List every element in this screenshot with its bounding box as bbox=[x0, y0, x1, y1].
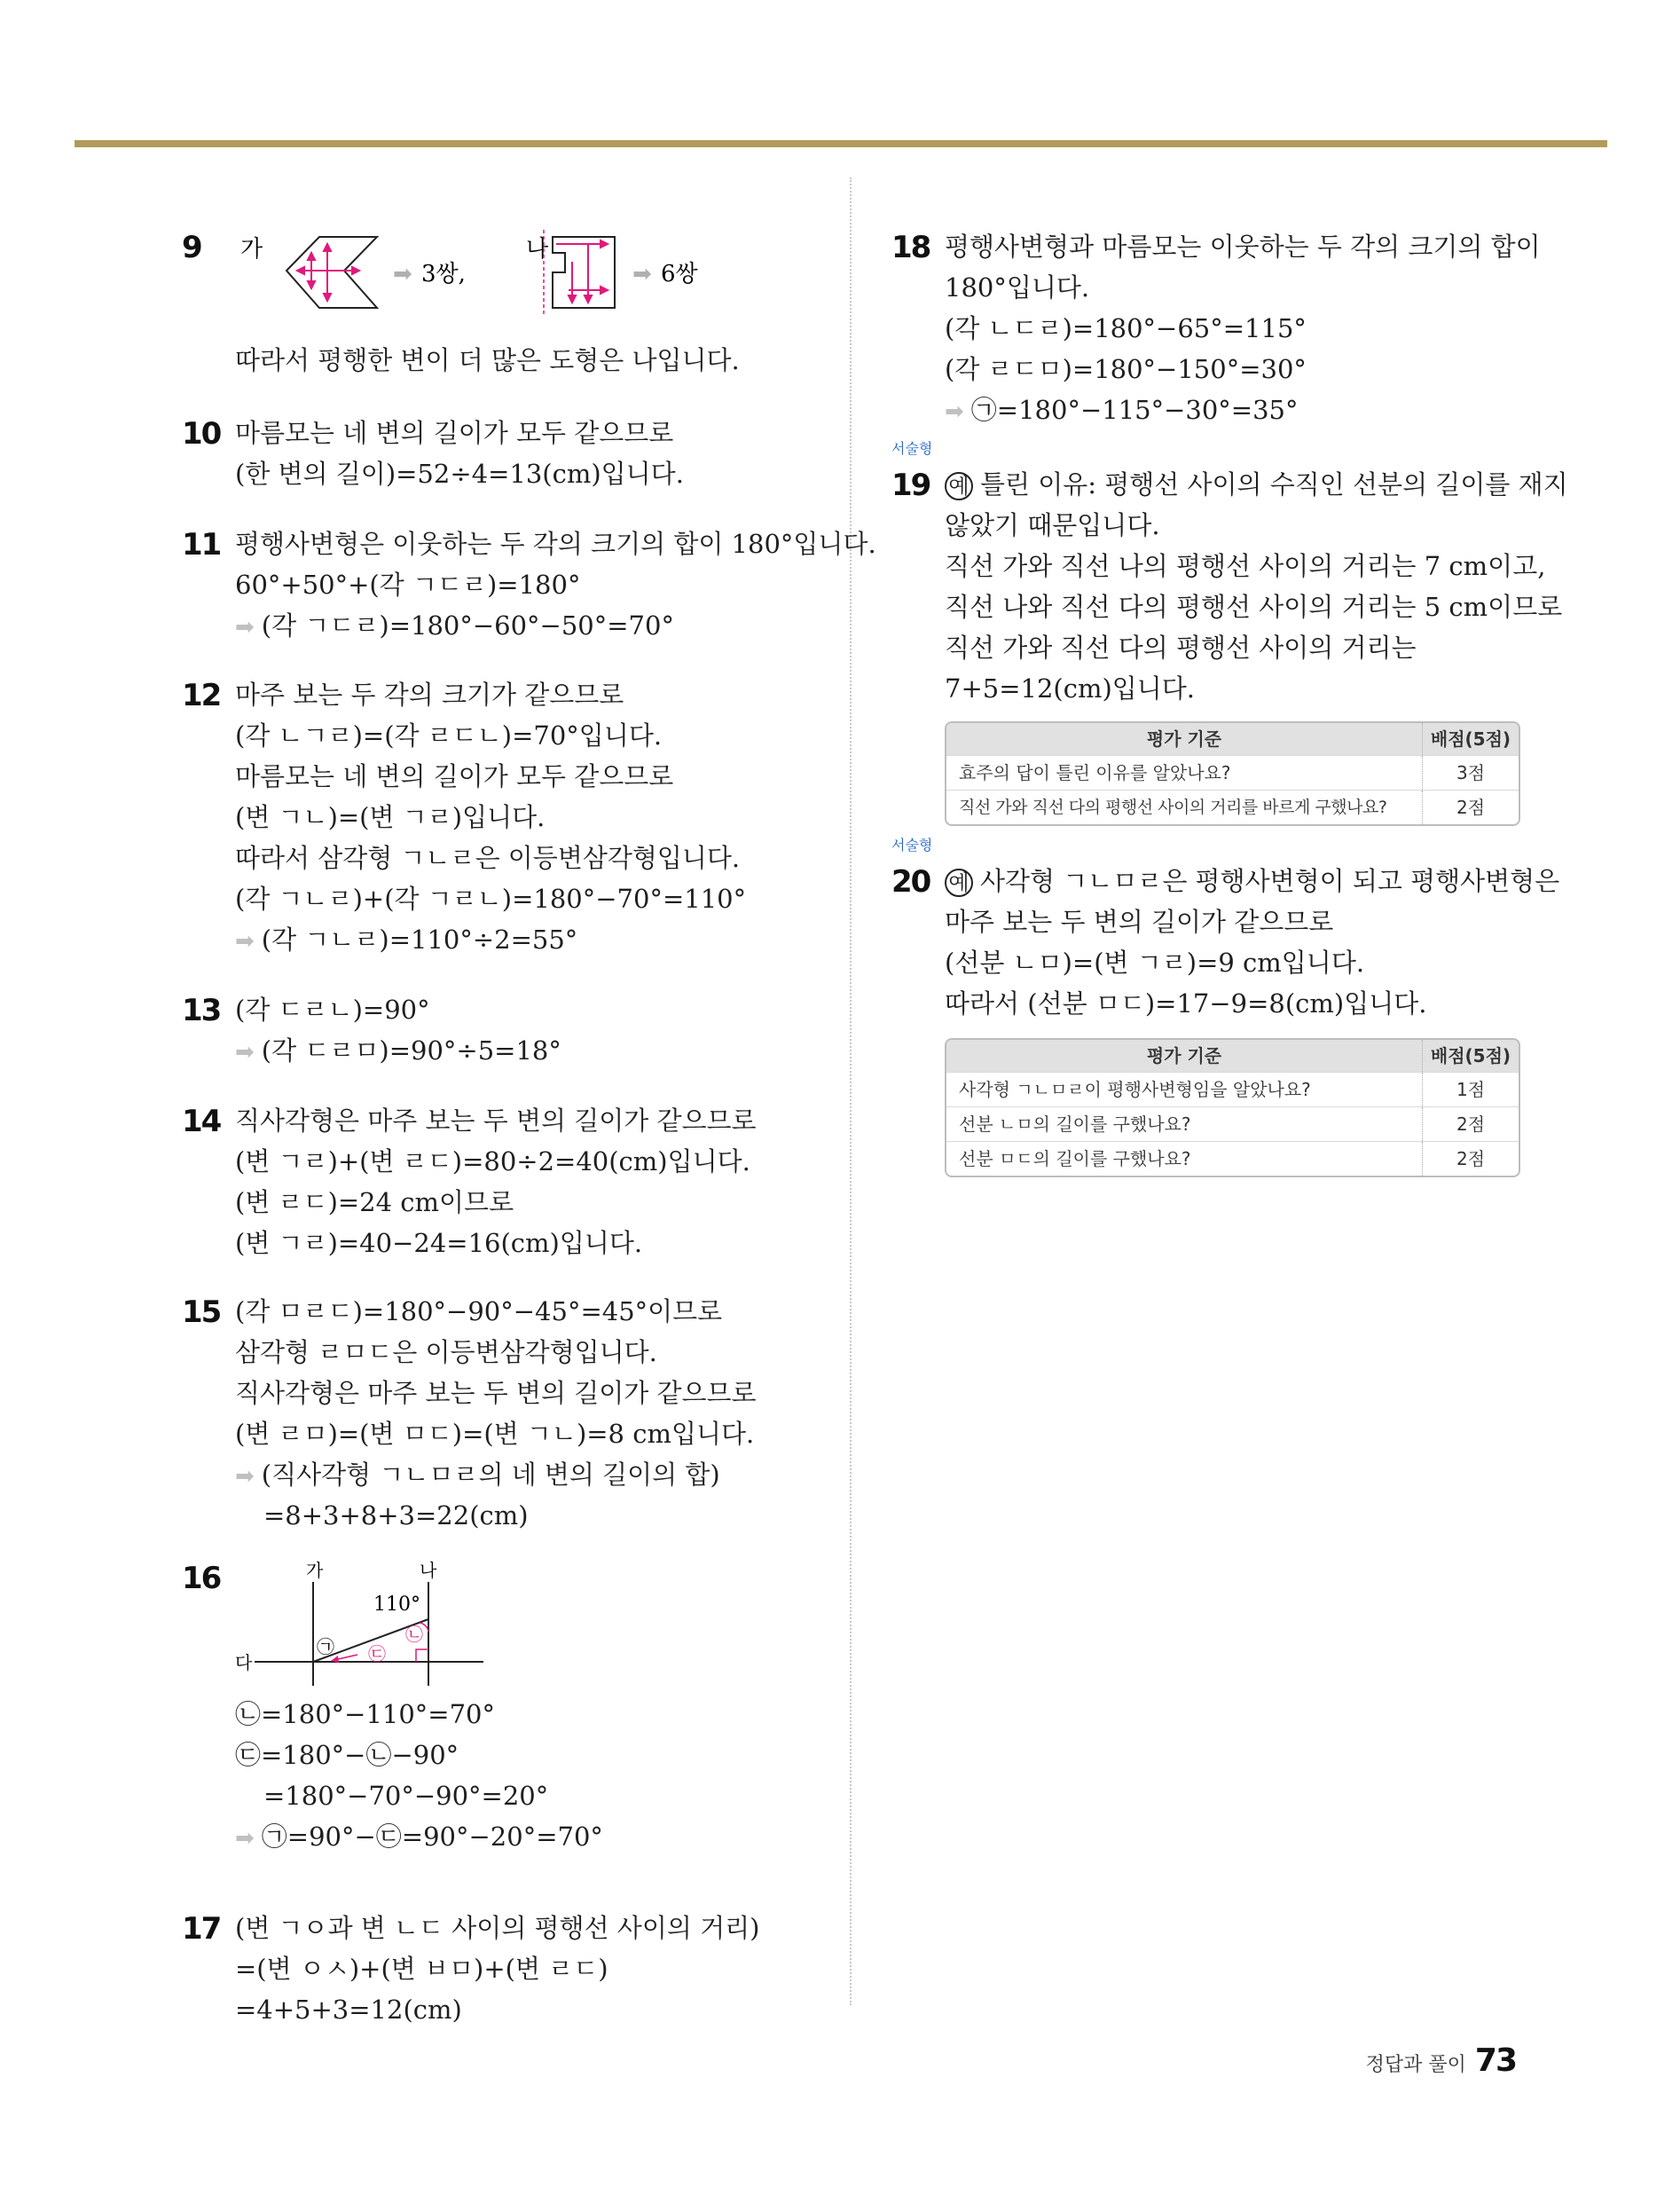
solution-line: (각 ㄱㄴㄹ)+(각 ㄱㄹㄴ)=180°−70°=110° bbox=[235, 884, 747, 914]
rubric-row: 선분 ㅁㄷ의 길이를 구했나요? 2점 bbox=[946, 1141, 1519, 1176]
solution-line: (변 ㄹㅁ)=(변 ㅁㄷ)=(변 ㄱㄴ)=8 cm입니다. bbox=[235, 1419, 755, 1449]
solution-line: 마주 보는 두 변의 길이가 같으므로 bbox=[945, 907, 1334, 937]
solution-line: 평행사변형과 마름모는 이웃하는 두 각의 크기의 합이 bbox=[945, 232, 1541, 262]
arrow-icon: ➡ bbox=[235, 1825, 255, 1852]
rubric-header-criteria: 평가 기준 bbox=[1146, 728, 1222, 750]
rubric-row: 사각형 ㄱㄴㅁㄹ이 평행사변형임을 알았나요? 1점 bbox=[946, 1072, 1519, 1106]
circle-label-b: ㉡ bbox=[405, 1624, 423, 1645]
arrow-icon: ➡ bbox=[393, 261, 412, 287]
solution-line: =180°−70°−90°=20° bbox=[263, 1781, 549, 1811]
solution-line: 사각형 ㄱㄴㅁㄹ은 평행사변형이 되고 평행사변형은 bbox=[980, 866, 1560, 896]
figure-label-na: 나 bbox=[420, 1560, 437, 1581]
solution-line: 직선 가와 직선 나의 평행선 사이의 거리는 7 cm이고, bbox=[945, 551, 1546, 581]
solution-line: 직선 나와 직선 다의 평행선 사이의 거리는 5 cm이므로 bbox=[945, 592, 1563, 622]
figure-result-1: 3쌍, bbox=[421, 261, 466, 287]
figure-label-ga: 가 bbox=[240, 236, 263, 263]
solution-line: 따라서 (선분 ㅁㄷ)=17−9=8(cm)입니다. bbox=[945, 988, 1427, 1019]
solution-line: 않았기 때문입니다. bbox=[945, 510, 1160, 540]
scoring-rubric bbox=[945, 1038, 1520, 1177]
rubric-header-points: 배점(5점) bbox=[1422, 723, 1519, 755]
essay-type-tag: 서술형 bbox=[891, 440, 933, 457]
solution-line: ㉠=90°−㉢=90°−20°=70° bbox=[261, 1822, 603, 1852]
figure-label-na: 나 bbox=[526, 236, 549, 263]
scoring-rubric bbox=[945, 721, 1520, 826]
solution-line: (각 ㄷㄹㅁ)=90°÷5=18° bbox=[261, 1035, 561, 1066]
solution-line: 180°입니다. bbox=[945, 272, 1090, 303]
solution-line: (변 ㄱㄴ)=(변 ㄱㄹ)입니다. bbox=[235, 802, 546, 832]
solution-line: (선분 ㄴㅁ)=(변 ㄱㄹ)=9 cm입니다. bbox=[945, 948, 1365, 978]
solution-line: 틀린 이유: 평행선 사이의 수직인 선분의 길이를 재지 bbox=[980, 469, 1568, 500]
essay-type-tag: 서술형 bbox=[891, 837, 933, 854]
circle-label-c: ㉢ bbox=[368, 1643, 386, 1664]
solution-line: (변 ㄱㄹ)+(변 ㄹㄷ)=80÷2=40(cm)입니다. bbox=[235, 1146, 750, 1176]
problem-number: 17 bbox=[182, 1911, 221, 1947]
example-mark-icon: 예 bbox=[945, 869, 973, 897]
solution-line: 마름모는 네 변의 길이가 모두 같으므로 bbox=[235, 418, 674, 448]
solution-line: 따라서 평행한 변이 더 많은 도형은 나입니다. bbox=[235, 345, 740, 375]
solution-line: 마주 보는 두 각의 크기가 같으므로 bbox=[235, 680, 624, 710]
page-number: 73 bbox=[1474, 2042, 1516, 2079]
solution-line: (변 ㄹㄷ)=24 cm이므로 bbox=[235, 1187, 514, 1217]
solution-line: =8+3+8+3=22(cm) bbox=[263, 1500, 529, 1530]
solution-line: (각 ㄹㄷㅁ)=180°−150°=30° bbox=[945, 354, 1307, 384]
figure-result-2: 6쌍 bbox=[661, 261, 698, 287]
arrow-icon: ➡ bbox=[632, 261, 652, 287]
solution-line: 따라서 삼각형 ㄱㄴㄹ은 이등변삼각형입니다. bbox=[235, 843, 741, 873]
solution-line: (각 ㄷㄹㄴ)=90° bbox=[235, 995, 430, 1025]
rubric-header-points: 배점(5점) bbox=[1422, 1040, 1519, 1072]
footer-label: 정답과 풀이 bbox=[1365, 2054, 1466, 2076]
solution-line: 직사각형은 마주 보는 두 변의 길이가 같으므로 bbox=[235, 1106, 757, 1136]
solution-line: 직선 가와 직선 다의 평행선 사이의 거리는 bbox=[945, 633, 1417, 663]
figure-label-ga: 가 bbox=[306, 1560, 324, 1581]
solution-line: (각 ㄴㄷㄹ)=180°−65°=115° bbox=[945, 313, 1307, 343]
solution-line: (각 ㄱㄷㄹ)=180°−60°−50°=70° bbox=[261, 610, 674, 641]
arrow-icon: ➡ bbox=[235, 928, 255, 955]
problem-number: 11 bbox=[182, 527, 221, 563]
circle-label-a: ㉠ bbox=[317, 1636, 334, 1657]
solution-line: 직사각형은 마주 보는 두 변의 길이가 같으므로 bbox=[235, 1378, 757, 1408]
problem-number: 18 bbox=[891, 230, 930, 265]
problem-number: 15 bbox=[182, 1294, 221, 1330]
example-mark-icon: 예 bbox=[945, 472, 973, 500]
problem-number: 14 bbox=[182, 1104, 221, 1139]
angle-label: 110° bbox=[373, 1593, 420, 1616]
problem-number: 12 bbox=[182, 678, 221, 713]
top-rule bbox=[75, 140, 1607, 147]
solution-line: (한 변의 길이)=52÷4=13(cm)입니다. bbox=[235, 459, 684, 489]
solution-line: 삼각형 ㄹㅁㄷ은 이등변삼각형입니다. bbox=[235, 1337, 657, 1367]
column-divider bbox=[850, 177, 852, 2005]
arrow-icon: ➡ bbox=[945, 398, 964, 425]
problem-number: 10 bbox=[182, 416, 221, 452]
arrow-icon: ➡ bbox=[235, 614, 255, 641]
problem-number: 19 bbox=[891, 468, 930, 503]
rubric-row: 직선 가와 직선 다의 평행선 사이의 거리를 바르게 구했나요? 2점 bbox=[946, 790, 1519, 824]
solution-line: (직사각형 ㄱㄴㅁㄹ의 네 변의 길이의 합) bbox=[261, 1460, 720, 1490]
solution-line: (변 ㄱㅇ과 변 ㄴㄷ 사이의 평행선 사이의 거리) bbox=[235, 1913, 760, 1943]
rubric-row: 선분 ㄴㅁ의 길이를 구했나요? 2점 bbox=[946, 1106, 1519, 1141]
solution-line: (각 ㄴㄱㄹ)=(각 ㄹㄷㄴ)=70°입니다. bbox=[235, 720, 663, 751]
page-footer bbox=[1366, 2042, 1516, 2079]
solution-line: 7+5=12(cm)입니다. bbox=[945, 673, 1196, 704]
parallel-sides-figure bbox=[235, 226, 767, 333]
solution-line: (각 ㅁㄹㄷ)=180°−90°−45°=45°이므로 bbox=[235, 1296, 723, 1326]
solution-line: ㉠=180°−115°−30°=35° bbox=[970, 395, 1299, 425]
figure-label-da: 다 bbox=[235, 1652, 253, 1673]
solution-line: =(변 ㅇㅅ)+(변 ㅂㅁ)+(변 ㄹㄷ) bbox=[235, 1954, 608, 1984]
problem-number: 13 bbox=[182, 993, 221, 1028]
solution-line: (각 ㄱㄴㄹ)=110°÷2=55° bbox=[261, 925, 578, 955]
problem-number: 16 bbox=[182, 1561, 221, 1596]
solution-line: (변 ㄱㄹ)=40−24=16(cm)입니다. bbox=[235, 1228, 643, 1258]
rubric-header-criteria: 평가 기준 bbox=[1146, 1045, 1222, 1066]
solution-line: ㉡=180°−110°=70° bbox=[235, 1699, 496, 1729]
angle-figure bbox=[235, 1557, 519, 1690]
problem-number: 9 bbox=[182, 230, 201, 265]
arrow-icon: ➡ bbox=[235, 1463, 255, 1490]
problem-number: 20 bbox=[891, 864, 930, 900]
solution-line: 마름모는 네 변의 길이가 모두 같으므로 bbox=[235, 761, 674, 791]
solution-line: 60°+50°+(각 ㄱㄷㄹ)=180° bbox=[235, 570, 581, 600]
solution-line: 평행사변형은 이웃하는 두 각의 크기의 합이 180°입니다. bbox=[235, 529, 876, 559]
solution-line: =4+5+3=12(cm) bbox=[235, 1995, 462, 2025]
arrow-icon: ➡ bbox=[235, 1039, 255, 1066]
solution-line: ㉢=180°−㉡−90° bbox=[235, 1740, 459, 1770]
rubric-row: 효주의 답이 틀린 이유를 알았나요? 3점 bbox=[946, 755, 1519, 790]
